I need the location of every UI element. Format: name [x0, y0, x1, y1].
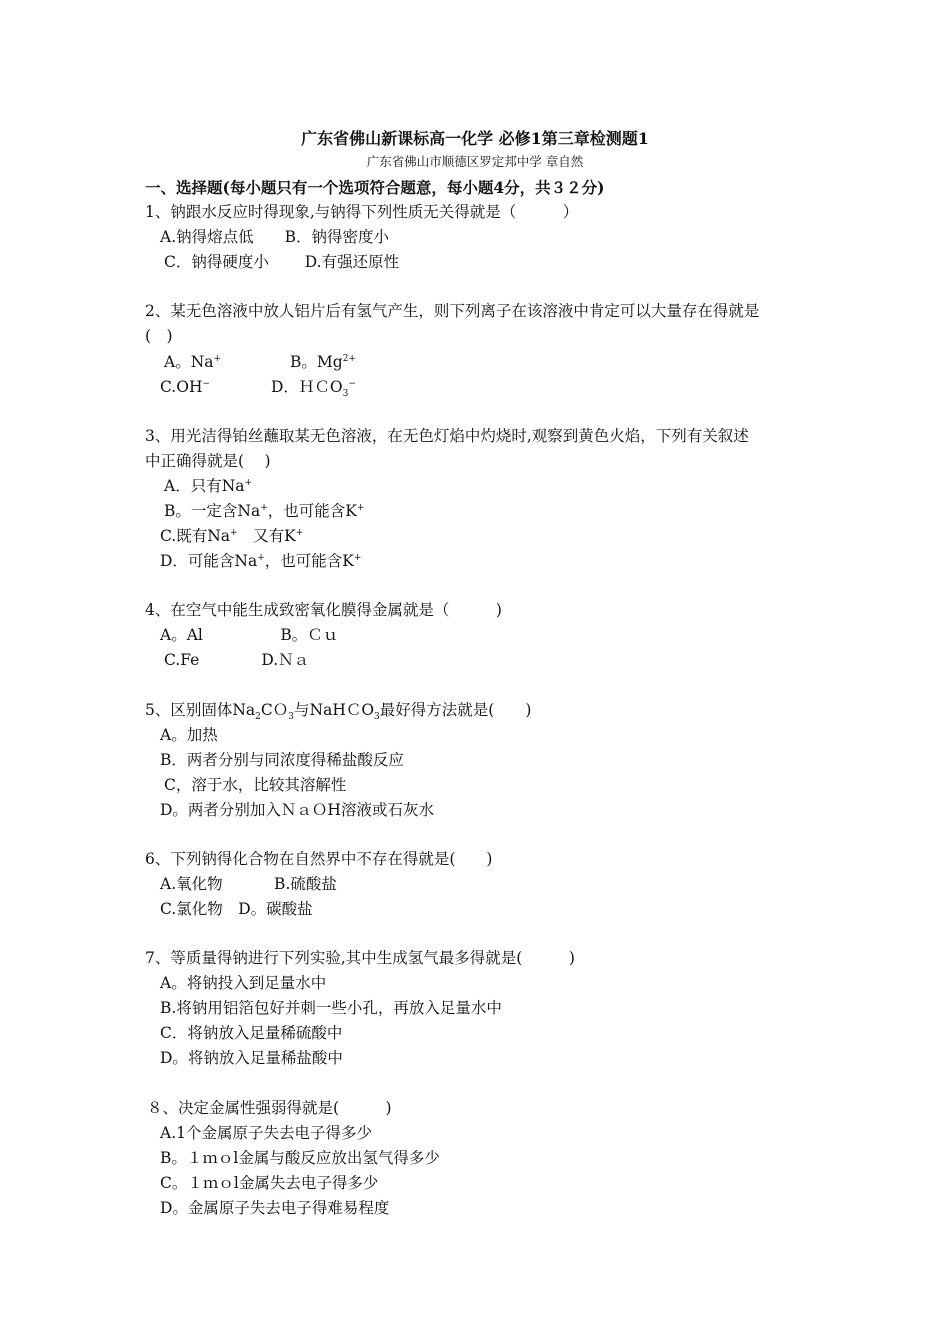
question-7-stem: 7、等质量得钠进行下列实验,其中生成氢气最多得就是( )	[145, 949, 575, 967]
question-2-stem-cont: ( )	[145, 327, 173, 345]
question-8-option-b: B。１ｍｏl金属与酸反应放出氢气得多少	[160, 1149, 440, 1167]
question-8-stem: ８、决定金属性强弱得就是( )	[147, 1099, 392, 1117]
question-6-options-ab: A.氧化物 B.硫酸盐	[160, 875, 337, 893]
question-8-option-d: D。金属原子失去电子得难易程度	[160, 1199, 390, 1217]
question-2-option-b: B。$Mg^{2+}$	[290, 353, 356, 371]
question-3-stem-cont: 中正确得就是( )	[145, 452, 271, 470]
question-5-option-c: C，溶于水，比较其溶解性	[164, 776, 347, 794]
question-7-option-b: B.将钠用铝箔包好并刺一些小孔，再放入足量水中	[160, 999, 502, 1017]
question-5-stem: 5、区别固体$Na_2CO_3$与NaHＣO$_3$最好得方法就是( )	[145, 701, 532, 723]
question-5-option-d: D。两者分别加入ＮａＯH溶液或石灰水	[160, 801, 434, 819]
question-7-option-c: C．将钠放入足量稀硫酸中	[160, 1024, 343, 1042]
question-1-options-cd: C．钠得硬度小 D.有强还原性	[164, 253, 400, 271]
document-title: 广东省佛山新课标高一化学 必修1第三章检测题1	[301, 129, 649, 148]
section-heading: 一、选择题(每小题只有一个选项符合题意，每小题4分，共３２分)	[145, 178, 605, 197]
question-6-options-cd: C.氯化物 D。碳酸盐	[160, 900, 313, 918]
question-2-option-d: D．ＨＣO$_3$−	[271, 378, 356, 400]
question-2-option-c: C.OH−	[160, 378, 211, 396]
question-3-option-d: D．可能含Na+，也可能含K+	[160, 552, 362, 570]
question-6-stem: 6、下列钠得化合物在自然界中不存在得就是( )	[145, 850, 493, 868]
question-8-option-c: C。１ｍｏl金属失去电子得多少	[160, 1174, 379, 1192]
question-3-stem: 3、用光洁得铂丝蘸取某无色溶液，在无色灯焰中灼烧时,观察到黄色火焰，下列有关叙述	[145, 427, 749, 445]
question-4-options-ab: A。Al B。Ｃｕ	[160, 626, 339, 644]
question-7-option-a: A。将钠投入到足量水中	[160, 974, 327, 992]
question-5-option-a: A。加热	[160, 726, 218, 744]
document-author: 广东省佛山市顺德区罗定邦中学 章自然	[366, 154, 584, 169]
question-2-stem: 2、某无色溶液中放人铝片后有氢气产生，则下列离子在该溶液中肯定可以大量存在得就是	[145, 302, 760, 320]
question-5-option-b: B．两者分别与同浓度得稀盐酸反应	[160, 751, 404, 769]
question-1-stem: 1、钠跟水反应时得现象,与钠得下列性质无关得就是（ ）	[145, 203, 579, 221]
question-3-option-c: C.既有Na+ 又有K+	[160, 527, 304, 545]
question-4-options-cd: C.Fe D.Ｎａ	[164, 651, 310, 669]
question-8-option-a: A.1个金属原子失去电子得多少	[160, 1124, 372, 1142]
question-1-options-ab: A.钠得熔点低 B．钠得密度小	[160, 228, 390, 246]
question-3-option-a: A．只有Na+	[164, 477, 253, 495]
question-3-option-b: B。一定含Na+，也可能含K+	[164, 502, 365, 520]
question-7-option-d: D。将钠放入足量稀盐酸中	[160, 1049, 343, 1067]
question-4-stem: 4、在空气中能生成致密氧化膜得金属就是（ )	[145, 601, 502, 619]
question-2-option-a: A。Na+	[164, 353, 222, 371]
